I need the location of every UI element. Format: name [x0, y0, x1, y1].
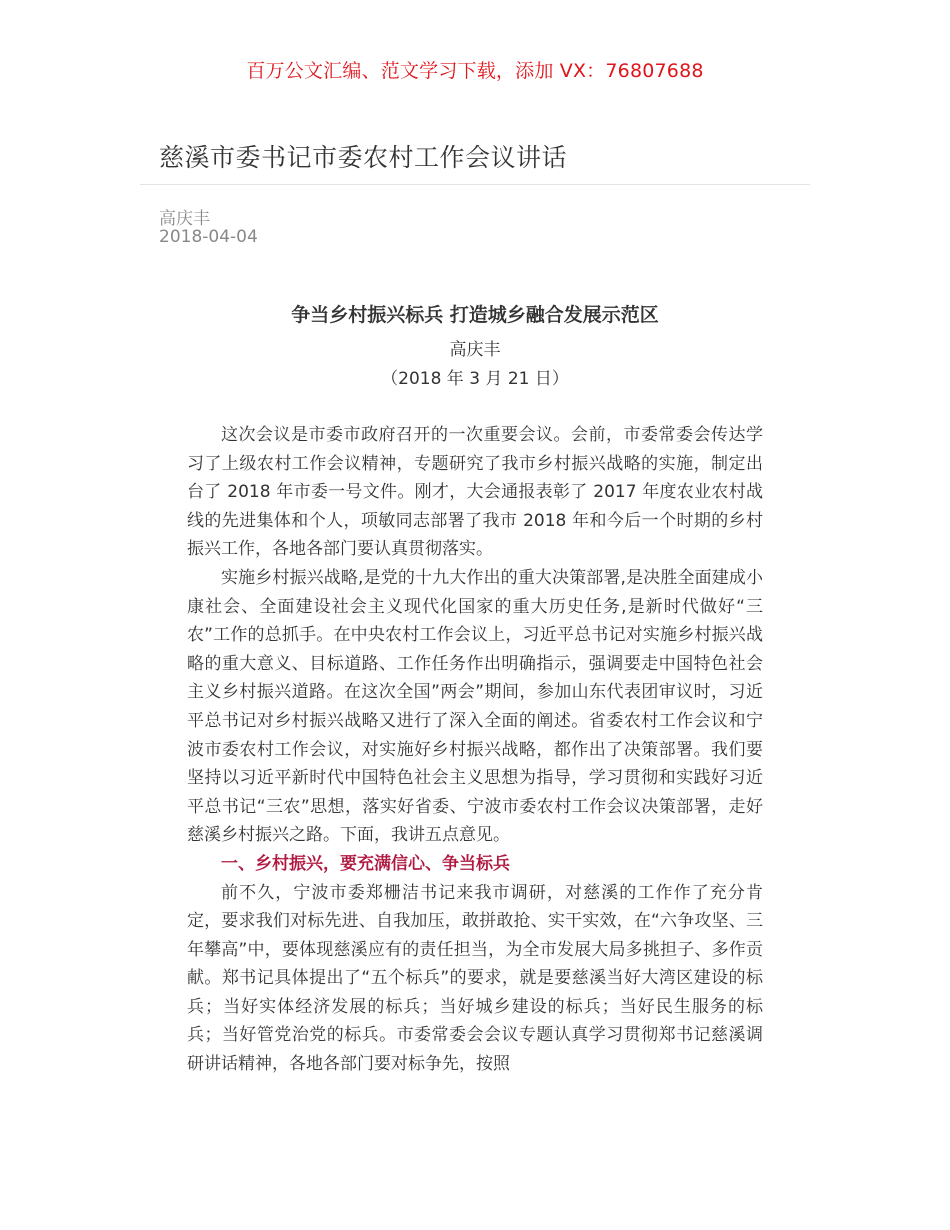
paragraph-strategy: 实施乡村振兴战略,是党的十九大作出的重大决策部署,是决胜全面建成小康社会、全面建设社会主义现代化国家的重大历史任务,是新时代做好“三农”工作的总抓手。在中央农村工作会议上，习近平总书记对实施乡村振兴战略的重大意义、目标道路、工作任务作出明确指示，强调要走中国特色社会主义乡村振兴道路。在这次全国”两会”期间，参加山东代表团审议时，习近平总书记对乡村振兴战略又进行了深入全面的阐述。省委农村工作会议和宁波市委农村工作会议，对实施好乡村振兴战略，都作出了决策部署。我们要坚持以习近平新时代中国特色社会主义思想为指导，学习贯彻和实践好习近平总书记“三农”思想，落实好省委、宁波市委农村工作会议决策部署，走好慈溪乡村振兴之路。下面，我讲五点意见。: [187, 567, 763, 846]
paragraph-section-1: 前不久，宁波市委郑栅洁书记来我市调研，对慈溪的工作作了充分肯定，要求我们对标先进、自我加压，敢拼敢抢、实干实效，在“六争攻坚、三年攀高”中，要体现慈溪应有的责任担当，为全市发展大局多挑担子、多作贡献。郑书记具体提出了“五个标兵”的要求，就是要慈溪当好大湾区建设的标兵；当好实体经济发展的标兵；当好城乡建设的标兵；当好民生服务的标兵；当好管党治党的标兵。市委常委会会议专题认真学习贯彻郑书记慈溪调研讲话精神，各地各部门要对标争先，按照: [187, 882, 763, 1075]
article-body: [187, 421, 763, 1079]
speech-date: （2018 年 3 月 21 日）: [381, 369, 569, 389]
title-divider: [140, 184, 810, 185]
article-author: 高庆丰: [159, 209, 210, 229]
page-title: 慈溪市委书记市委农村工作会议讲话: [159, 143, 568, 172]
speech-title: 争当乡村振兴标兵 打造城乡融合发展示范区: [291, 304, 659, 326]
article-date: 2018-04-04: [159, 227, 258, 247]
section-heading: 一、乡村振兴，要充满信心、争当标兵: [221, 853, 510, 874]
speech-author: 高庆丰: [449, 340, 501, 360]
promo-banner: 百万公文汇编、范文学习下载，添加 VX：76807688: [246, 60, 704, 82]
paragraph-intro: 这次会议是市委市政府召开的一次重要会议。会前，市委常委会传达学习了上级农村工作会议精神，专题研究了我市乡村振兴战略的实施，制定出台了 2018 年市委一号文件。刚才，大会通报表彰了 2017 年度农业农村战线的先进集体和个人，项敏同志部署了我市 2018 年和今后一个时期的乡村振兴工作，各地各部门要认真贯彻落实。: [187, 425, 763, 560]
